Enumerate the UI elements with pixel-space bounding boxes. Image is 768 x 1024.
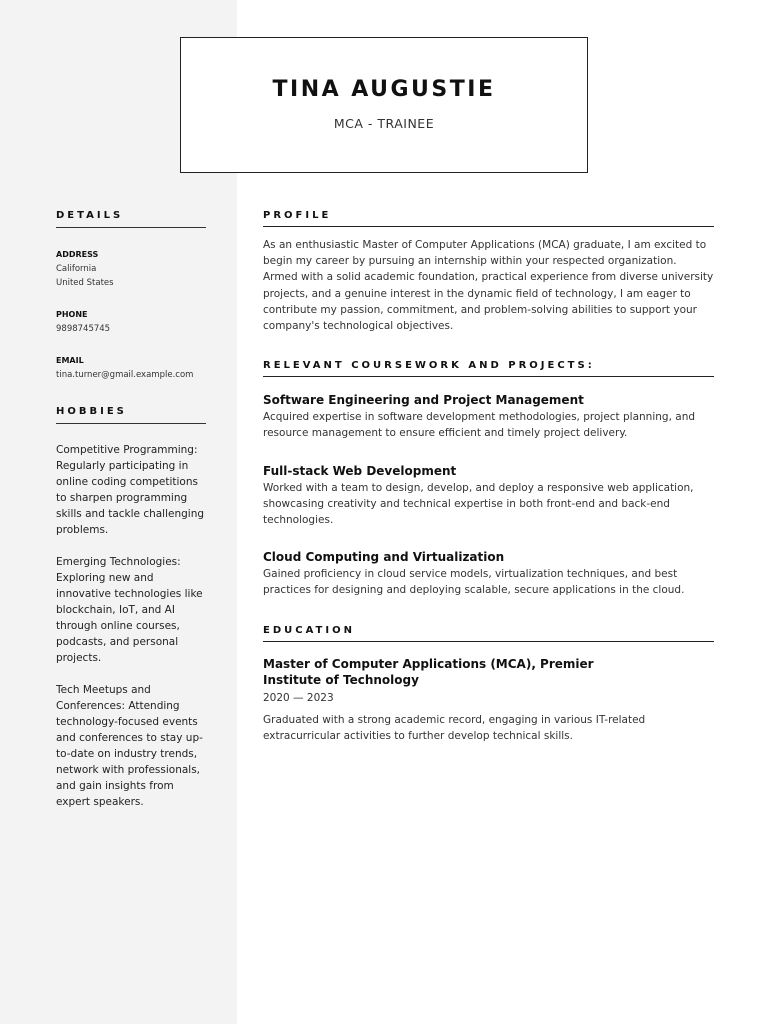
project-description: Gained proficiency in cloud service models, virtualization techniques, and best practices for designing and deploying scalable, secure applications in the cloud. [263, 568, 685, 597]
coursework-heading: RELEVANT COURSEWORK AND PROJECTS: [263, 360, 714, 377]
degree-line2: Institute of Technology [263, 672, 419, 687]
phone-value: 9898745745 [56, 324, 111, 334]
left-column [56, 210, 206, 826]
education-degree [263, 656, 714, 688]
project-title: Software Engineering and Project Management [263, 393, 584, 408]
right-column [263, 210, 714, 744]
project-title: Cloud Computing and Virtualization [263, 550, 505, 565]
address-value [56, 262, 206, 290]
address-label: ADDRESS [56, 250, 99, 259]
candidate-name: TINA AUGUSTIE [272, 77, 496, 102]
hobby-item: Emerging Technologies: Exploring new and innovative technologies like blockchain, IoT, and AI through online courses, podcasts, and personal projects. [56, 556, 203, 664]
address-line2: United States [56, 278, 114, 288]
project-description: Acquired expertise in software development methodologies, project planning, and resource management to ensure efficient and timely project delivery. [263, 411, 696, 440]
education-years: 2020 — 2023 [263, 691, 334, 704]
name-header-box [180, 37, 588, 173]
hobbies-list [56, 442, 206, 810]
degree-line1: Master of Computer Applications (MCA), Premier [263, 656, 594, 671]
email-label: EMAIL [56, 356, 84, 365]
profile-heading: PROFILE [263, 210, 714, 227]
candidate-role: MCA - TRAINEE [333, 116, 435, 131]
hobby-item: Competitive Programming: Regularly participating in online coding competitions to sharpen programming skills and tackle challenging problems. [56, 444, 205, 536]
details-heading: DETAILS [56, 210, 206, 228]
project-description: Worked with a team to design, develop, and deploy a responsive web application, showcasing creativity and technical expertise in both front-end and back-end technologies. [263, 481, 694, 527]
phone-label: PHONE [56, 310, 88, 319]
profile-text: As an enthusiastic Master of Computer Applications (MCA) graduate, I am excited to begin my career by pursuing an internship within your respected organization. Armed with a solid academic foundation, practical experience from diverse university projects, and a genuine interest in the dynamic field of technology, I am eager to contribute my passion, commitment, and problem-solving abilities to support your company's technological objectives. [263, 239, 714, 333]
address-line1: California [56, 264, 97, 274]
hobbies-heading: HOBBIES [56, 406, 206, 424]
project-title: Full-stack Web Development [263, 463, 457, 478]
hobby-item: Tech Meetups and Conferences: Attending technology-focused events and conferences to stay up-to-date on industry trends, network with professionals, and gain insights from expert speakers. [56, 684, 203, 808]
education-heading: EDUCATION [263, 625, 714, 642]
education-description: Graduated with a strong academic record, engaging in various IT-related extracurricular activities to further develop technical skills. [263, 713, 646, 742]
email-value: tina.turner@gmail.example.com [56, 370, 194, 380]
